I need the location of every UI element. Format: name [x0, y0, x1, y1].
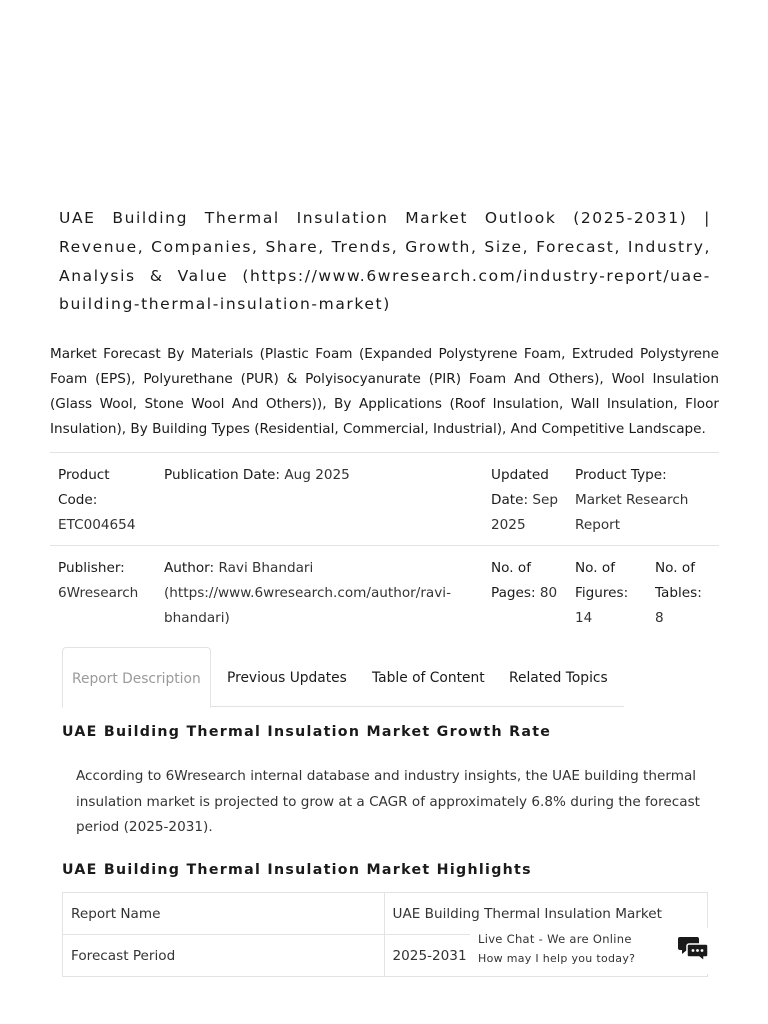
- product-code-value: ETC004654: [58, 517, 136, 533]
- live-chat-status: Live Chat - We are Online: [478, 932, 632, 946]
- updated-date-label: Updated Date:: [491, 467, 549, 508]
- publisher-label: Publisher:: [58, 560, 125, 576]
- table-cell-value: 2025-2031: [385, 935, 709, 976]
- tab-previous-updates[interactable]: Previous Updates: [227, 670, 347, 686]
- table-cell-label: Forecast Period: [63, 935, 385, 976]
- product-type: [575, 463, 705, 538]
- product-type-value: Market Research Report: [575, 492, 689, 533]
- tab-report-description[interactable]: Report Description: [62, 647, 211, 708]
- updated-date-value: Sep 2025: [491, 492, 559, 533]
- page-count: [491, 556, 565, 606]
- report-meta-row-2: [50, 545, 719, 637]
- growth-rate-paragraph: According to 6Wresearch internal database and industry insights, the UAE building thermal insulation market is projected to grow at a CAGR of approximately 6.8% during the forecast period (2025-2031).: [76, 768, 700, 835]
- tab-table-of-content[interactable]: Table of Content: [372, 670, 485, 686]
- page-title: UAE Building Thermal Insulation Market Outlook (2025-2031) | Revenue, Companies, Share, Trends, Growth, Size, Forecast, Industry, Analysis & Value (https://www.6wresearch.com/industry-report/uae-building-thermal-insulation-market): [59, 209, 711, 314]
- author: [164, 556, 469, 631]
- tab-related-topics[interactable]: Related Topics: [509, 670, 608, 686]
- live-chat-prompt: How may I help you today?: [478, 952, 636, 965]
- publication-date-value: Aug 2025: [284, 467, 350, 483]
- publisher: [58, 556, 158, 606]
- table-count-value: 8: [655, 610, 664, 626]
- highlights-heading: UAE Building Thermal Insulation Market Highlights: [62, 862, 532, 878]
- market-forecast-description: Market Forecast By Materials (Plastic Foam (Expanded Polystyrene Foam, Extruded Polystyrene Foam (EPS), Polyurethane (PUR) & Polyisocyanurate (PIR) Foam And Others), Wool Insulation (Glass Wool, Stone Wool And Others)), By Applications (Roof Insulation, Wall Insulation, Floor Insulation), By Building Types (Residential, Commercial, Industrial), And Competitive Landscape.: [50, 346, 719, 437]
- product-code-label: Product Code:: [58, 467, 110, 508]
- chat-bubbles-icon[interactable]: [678, 934, 710, 964]
- growth-rate-heading: UAE Building Thermal Insulation Market Growth Rate: [62, 724, 552, 740]
- report-tabs: [62, 647, 624, 707]
- table-cell-value: UAE Building Thermal Insulation Market: [385, 893, 709, 934]
- updated-date: [491, 463, 565, 538]
- table-count: [655, 556, 715, 631]
- publication-date-label: Publication Date:: [164, 467, 280, 483]
- figure-count-value: 14: [575, 610, 593, 626]
- report-meta-row-1: [50, 452, 719, 545]
- author-link[interactable]: Ravi Bhandari (https://www.6wresearch.com/author/ravi-bhandari): [164, 560, 451, 626]
- publication-date: [164, 463, 464, 488]
- publisher-value: 6Wresearch: [58, 585, 139, 601]
- product-type-label: Product Type:: [575, 467, 667, 483]
- page-count-label: No. of Pages:: [491, 560, 536, 601]
- table-cell-label: Report Name: [63, 893, 385, 934]
- author-label: Author:: [164, 560, 215, 576]
- page-count-value: 80: [539, 585, 558, 601]
- table-count-label: No. of Tables:: [655, 560, 702, 601]
- product-code: [58, 463, 148, 538]
- figure-count: [575, 556, 639, 631]
- live-chat-widget[interactable]: [470, 928, 712, 974]
- figure-count-label: No. of Figures:: [575, 560, 629, 601]
